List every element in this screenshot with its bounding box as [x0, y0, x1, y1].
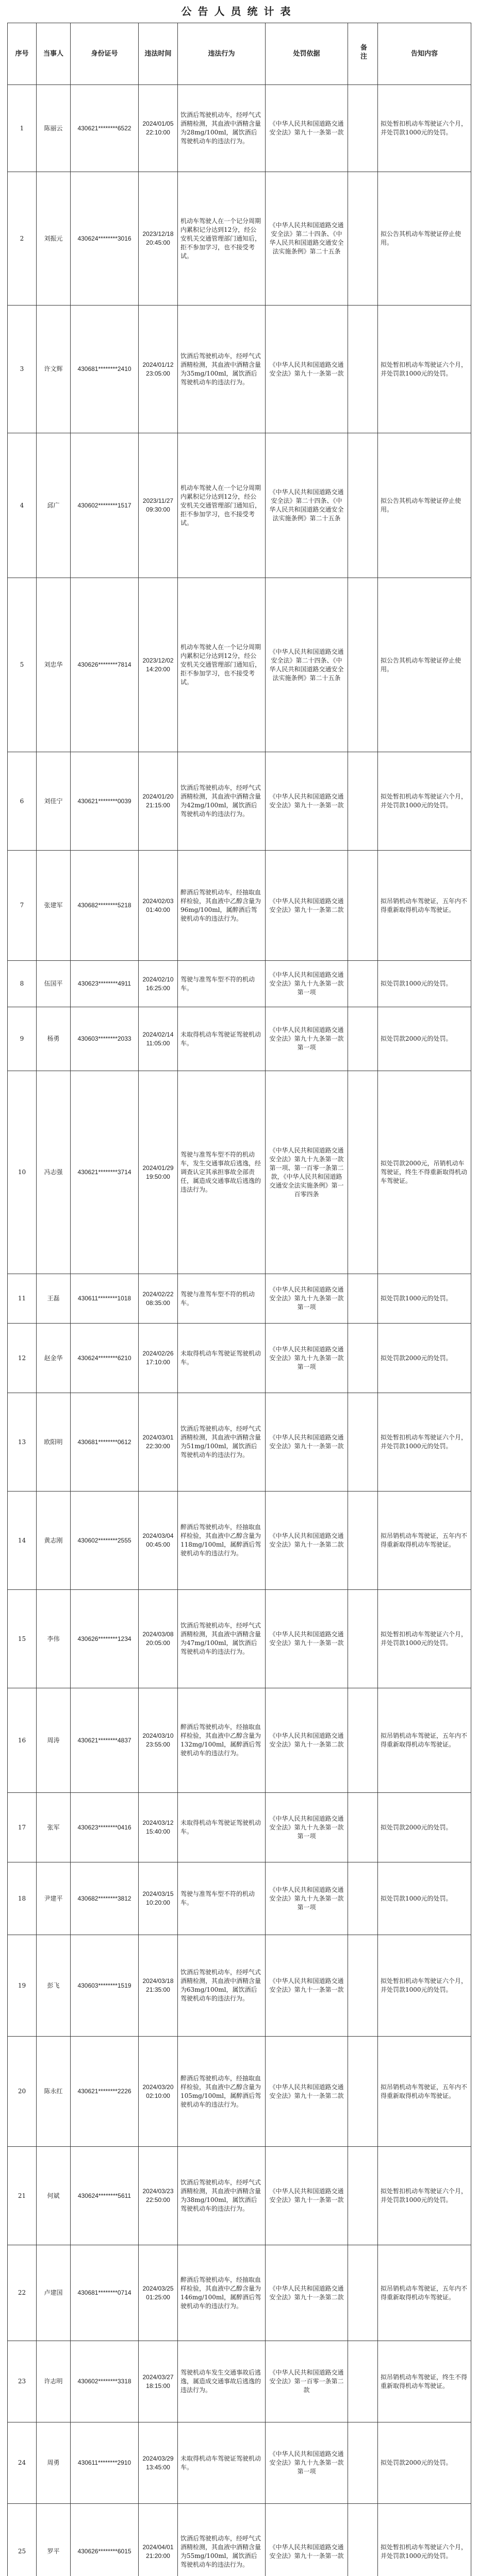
party-name: 罗平: [37, 2504, 71, 2576]
table-row: [8, 306, 471, 433]
notice-content: 拟处罚款1000元的处罚。: [378, 1862, 471, 1935]
party-name: 刘振元: [37, 172, 71, 306]
notice-content: 拟处罚款1000元的处罚。: [378, 961, 471, 1007]
notice-content: 拟处暂扣机动车驾驶证六个月，并处罚款1000元的处罚。: [378, 306, 471, 433]
party-name: 李伟: [37, 1590, 71, 1688]
violation-time: 2024/01/29 19:50:00: [139, 1071, 178, 1274]
table-row: [8, 2245, 471, 2341]
violation-time: 2024/03/23 22:50:00: [139, 2147, 178, 2245]
penalty-basis: 《中华人民共和国道路交通安全法》第九十一条第一款: [266, 2504, 348, 2576]
party-name: 许文辉: [37, 306, 71, 433]
id-number: 430682********5218: [71, 851, 139, 961]
violation-behavior: 饮酒后驾驶机动车，经呼气式酒精检测，其血液中酒精含量为51mg/100ml，属饮酒后驾驶机动车的违法行为。: [178, 1393, 266, 1492]
notice-content: 拟处罚款2000元的处罚。: [378, 2422, 471, 2504]
table-row: [8, 578, 471, 752]
notice-content: 拟处暂扣机动车驾驶证六个月，并处罚款1000元的处罚。: [378, 1935, 471, 2037]
remark-cell: [348, 1071, 378, 1274]
violation-time: 2024/03/15 10:20:00: [139, 1862, 178, 1935]
row-number: 9: [8, 1007, 37, 1071]
table-body: [8, 85, 471, 2576]
row-number: 13: [8, 1393, 37, 1492]
table-row: [8, 752, 471, 851]
id-number: 430623********4911: [71, 961, 139, 1007]
violation-behavior: 醉酒后驾驶机动车，经抽取血样检验，其血液中乙醇含量为146mg/100ml，属醉酒后驾驶机动车的违法行为。: [178, 2245, 266, 2341]
violation-time: 2024/03/01 22:30:00: [139, 1393, 178, 1492]
table-row: [8, 1688, 471, 1793]
remark-cell: [348, 2147, 378, 2245]
notice-content: 拟处罚款2000元，吊销机动车驾驶证，终生不得重新取得机动车驾驶证。: [378, 1071, 471, 1274]
penalty-basis: 《中华人民共和国道路交通安全法》第九十九条第一款第一项: [266, 961, 348, 1007]
penalty-basis: 《中华人民共和国道路交通安全法》第一百零一条第二款: [266, 2341, 348, 2422]
id-number: 430621********2226: [71, 2037, 139, 2147]
remark-cell: [348, 433, 378, 578]
violation-behavior: 饮酒后驾驶机动车，经呼气式酒精检测，其血液中酒精含量为38mg/100ml，属饮酒后驾驶机动车的违法行为。: [178, 2147, 266, 2245]
penalty-basis: 《中华人民共和国道路交通安全法》第九十一条第一款: [266, 1935, 348, 2037]
row-number: 24: [8, 2422, 37, 2504]
header-party-name: 当事人: [37, 23, 71, 85]
violation-time: 2024/03/12 15:40:00: [139, 1793, 178, 1862]
violation-behavior: 未取得机动车驾驶证驾驶机动车。: [178, 1793, 266, 1862]
remark-cell: [348, 1862, 378, 1935]
remark-cell: [348, 2422, 378, 2504]
violation-behavior: 未取得机动车驾驶证驾驶机动车。: [178, 1324, 266, 1393]
violation-behavior: 醉酒后驾驶机动车，经抽取血样检验，其血液中乙醇含量为96mg/100ml，属醉酒后驾驶机动车的违法行为。: [178, 851, 266, 961]
header-violation-behavior: 违法行为: [178, 23, 266, 85]
row-number: 1: [8, 85, 37, 172]
id-number: 430626********6015: [71, 2504, 139, 2576]
notice-content: 拟处罚款2000元的处罚。: [378, 1007, 471, 1071]
violation-behavior: 饮酒后驾驶机动车，经呼气式酒精检测，其血液中酒精含量为35mg/100ml，属饮酒后驾驶机动车的违法行为。: [178, 306, 266, 433]
penalty-basis: 《中华人民共和国道路交通安全法》第九十一条第二款: [266, 2037, 348, 2147]
row-number: 12: [8, 1324, 37, 1393]
penalty-basis: 《中华人民共和国道路交通安全法》第九十九条第一款第一项: [266, 2422, 348, 2504]
notice-content: 拟处暂扣机动车驾驶证六个月，并处罚款1000元的处罚。: [378, 2147, 471, 2245]
party-name: 尹建平: [37, 1862, 71, 1935]
row-number: 17: [8, 1793, 37, 1862]
violation-time: 2024/03/08 20:05:00: [139, 1590, 178, 1688]
violation-time: 2024/03/27 18:15:00: [139, 2341, 178, 2422]
row-number: 4: [8, 433, 37, 578]
penalty-basis: 《中华人民共和国道路交通安全法》第九十一条第二款: [266, 2245, 348, 2341]
notice-content: 拟公告其机动车驾驶证停止使用。: [378, 578, 471, 752]
violation-behavior: 醉酒后驾驶机动车，经抽取血样检验，其血液中乙醇含量为118mg/100ml，属醉酒后驾驶机动车的违法行为。: [178, 1492, 266, 1590]
violation-time: 2024/02/22 08:35:00: [139, 1274, 178, 1324]
table-row: [8, 1793, 471, 1862]
row-number: 7: [8, 851, 37, 961]
remark-cell: [348, 1793, 378, 1862]
row-number: 25: [8, 2504, 37, 2576]
party-name: 陈丽云: [37, 85, 71, 172]
party-name: 冯志强: [37, 1071, 71, 1274]
party-name: 黄志刚: [37, 1492, 71, 1590]
table-row: [8, 851, 471, 961]
id-number: 430603********1519: [71, 1935, 139, 2037]
penalty-basis: 《中华人民共和国道路交通安全法》第九十一条第一款: [266, 2147, 348, 2245]
violation-time: 2024/02/26 17:10:00: [139, 1324, 178, 1393]
violation-behavior: 醉酒后驾驶机动车，经抽取血样检验，其血液中乙醇含量为132mg/100ml，属醉酒后驾驶机动车的违法行为。: [178, 1688, 266, 1793]
party-name: 邱广: [37, 433, 71, 578]
header-penalty-basis: 处罚依据: [266, 23, 348, 85]
header-remark: [348, 23, 378, 85]
party-name: 陈永红: [37, 2037, 71, 2147]
remark-cell: [348, 306, 378, 433]
violation-time: 2023/12/02 14:20:00: [139, 578, 178, 752]
row-number: 16: [8, 1688, 37, 1793]
id-number: 430621********6522: [71, 85, 139, 172]
table-row: [8, 1071, 471, 1274]
violation-behavior: 未取得机动车驾驶证驾驶机动车。: [178, 1007, 266, 1071]
violation-time: 2023/11/27 09:30:00: [139, 433, 178, 578]
id-number: 430681********0714: [71, 2245, 139, 2341]
remark-cell: [348, 2341, 378, 2422]
notice-content: 拟处暂扣机动车驾驶证六个月，并处罚款1000元的处罚。: [378, 85, 471, 172]
violation-behavior: 饮酒后驾驶机动车，经呼气式酒精检测，其血液中酒精含量为55mg/100ml，属饮酒后驾驶机动车的违法行为。: [178, 2504, 266, 2576]
header-violation-time: 违法时间: [139, 23, 178, 85]
row-number: 18: [8, 1862, 37, 1935]
violation-time: 2024/03/18 21:35:00: [139, 1935, 178, 2037]
row-number: 5: [8, 578, 37, 752]
party-name: 许志明: [37, 2341, 71, 2422]
remark-cell: [348, 752, 378, 851]
notice-content: 拟处罚款2000元的处罚。: [378, 1324, 471, 1393]
row-number: 20: [8, 2037, 37, 2147]
remark-cell: [348, 1393, 378, 1492]
penalty-basis: 《中华人民共和国道路交通安全法》第九十一条第一款: [266, 1393, 348, 1492]
row-number: 22: [8, 2245, 37, 2341]
remark-cell: [348, 2504, 378, 2576]
violation-behavior: 未取得机动车驾驶证驾驶机动车。: [178, 2422, 266, 2504]
id-number: 430602********1517: [71, 433, 139, 578]
table-row: [8, 433, 471, 578]
violation-behavior: 饮酒后驾驶机动车，经呼气式酒精检测，其血液中酒精含量为63mg/100ml，属饮酒后驾驶机动车的违法行为。: [178, 1935, 266, 2037]
penalty-basis: 《中华人民共和国道路交通安全法》第九十九条第一款第一项、第一百零一条第二款，《中华人民共和国道路交通安全法实施条例》第一百零四条: [266, 1071, 348, 1274]
penalty-basis: 《中华人民共和国道路交通安全法》第九十九条第一款第一项: [266, 1324, 348, 1393]
remark-cell: [348, 1492, 378, 1590]
row-number: 8: [8, 961, 37, 1007]
remark-cell: [348, 1007, 378, 1071]
penalty-basis: 《中华人民共和国道路交通安全法》第九十九条第一款第一项: [266, 1862, 348, 1935]
violation-time: 2024/02/14 11:05:00: [139, 1007, 178, 1071]
penalty-basis: 《中华人民共和国道路交通安全法》第九十九条第一款第一项: [266, 1793, 348, 1862]
violation-time: 2024/01/05 22:10:00: [139, 85, 178, 172]
violation-behavior: 饮酒后驾驶机动车，经呼气式酒精检测，其血液中酒精含量为28mg/100ml，属饮酒后驾驶机动车的违法行为。: [178, 85, 266, 172]
id-number: 430602********2555: [71, 1492, 139, 1590]
id-number: 430611********1018: [71, 1274, 139, 1324]
notice-content: 拟吊销机动车驾驶证，五年内不得重新取得机动车驾驶证。: [378, 1492, 471, 1590]
id-number: 430624********5611: [71, 2147, 139, 2245]
violation-behavior: 醉酒后驾驶机动车，经抽取血样检验，其血液中乙醇含量为105mg/100ml，属醉酒后驾驶机动车的违法行为。: [178, 2037, 266, 2147]
violation-behavior: 机动车驾驶人在一个记分周期内累积记分达到12分，经公安机关交通管理部门通知后，拒不参加学习，也不接受考试。: [178, 433, 266, 578]
table-row: [8, 2341, 471, 2422]
remark-cell: [348, 961, 378, 1007]
penalty-basis: 《中华人民共和国道路交通安全法》第九十一条第二款: [266, 1688, 348, 1793]
notice-content: 拟公告其机动车驾驶证停止使用。: [378, 172, 471, 306]
violation-behavior: 机动车驾驶人在一个记分周期内累积记分达到12分，经公安机关交通管理部门通知后，拒不参加学习，也不接受考试。: [178, 172, 266, 306]
party-name: 何斌: [37, 2147, 71, 2245]
id-number: 430624********6210: [71, 1324, 139, 1393]
violation-time: 2024/02/03 01:40:00: [139, 851, 178, 961]
penalty-basis: 《中华人民共和国道路交通安全法》第九十一条第一款: [266, 752, 348, 851]
party-name: 王磊: [37, 1274, 71, 1324]
id-number: 430623********0416: [71, 1793, 139, 1862]
id-number: 430626********7814: [71, 578, 139, 752]
remark-cell: [348, 1935, 378, 2037]
penalty-basis: 《中华人民共和国道路交通安全法》第二十四条、《中华人民共和国道路交通安全法实施条例》第二十五条: [266, 433, 348, 578]
table-row: [8, 1274, 471, 1324]
party-name: 欧阳明: [37, 1393, 71, 1492]
header-id-number: 身份证号: [71, 23, 139, 85]
violation-behavior: 饮酒后驾驶机动车，经呼气式酒精检测，其血液中酒精含量为47mg/100ml，属饮酒后驾驶机动车的违法行为。: [178, 1590, 266, 1688]
violation-time: 2024/01/20 21:15:00: [139, 752, 178, 851]
notice-content: 拟处暂扣机动车驾驶证六个月，并处罚款1000元的处罚。: [378, 1393, 471, 1492]
page-title: 公告人员统计表: [181, 5, 297, 18]
party-name: 刘佳宁: [37, 752, 71, 851]
statistics-table: [7, 23, 471, 2576]
id-number: 430611********2910: [71, 2422, 139, 2504]
row-number: 11: [8, 1274, 37, 1324]
table-row: [8, 1590, 471, 1688]
id-number: 430626********1234: [71, 1590, 139, 1688]
notice-content: 拟处罚款2000元的处罚。: [378, 1793, 471, 1862]
notice-content: 拟处暂扣机动车驾驶证六个月，并处罚款1000元的处罚。: [378, 752, 471, 851]
remark-cell: [348, 1324, 378, 1393]
row-number: 15: [8, 1590, 37, 1688]
notice-content: 拟吊销机动车驾驶证，五年内不得重新取得机动车驾驶证。: [378, 2037, 471, 2147]
violation-time: 2024/03/25 01:25:00: [139, 2245, 178, 2341]
header-index: 序号: [8, 23, 37, 85]
notice-content: 拟处暂扣机动车驾驶证六个月，并处罚款1000元的处罚。: [378, 1590, 471, 1688]
violation-behavior: 机动车驾驶人在一个记分周期内累积记分达到12分，经公安机关交通管理部门通知后，拒不参加学习，也不接受考试。: [178, 578, 266, 752]
header-row: [8, 23, 471, 85]
violation-behavior: 驾驶与准驾车型不符的机动车。: [178, 961, 266, 1007]
remark-cell: [348, 1274, 378, 1324]
penalty-basis: 《中华人民共和国道路交通安全法》第九十一条第二款: [266, 1492, 348, 1590]
violation-time: 2024/03/04 00:45:00: [139, 1492, 178, 1590]
violation-time: 2024/01/12 23:05:00: [139, 306, 178, 433]
table-row: [8, 1393, 471, 1492]
table-row: [8, 1324, 471, 1393]
row-number: 6: [8, 752, 37, 851]
remark-cell: [348, 172, 378, 306]
remark-cell: [348, 578, 378, 752]
row-number: 3: [8, 306, 37, 433]
id-number: 430603********2033: [71, 1007, 139, 1071]
table-row: [8, 1007, 471, 1071]
notice-content: 拟公告其机动车驾驶证停止使用。: [378, 433, 471, 578]
table-row: [8, 2422, 471, 2504]
violation-behavior: 驾驶机动车发生交通事故后逃逸，属造成交通事故后逃逸的违法行为。: [178, 2341, 266, 2422]
party-name: 杨勇: [37, 1007, 71, 1071]
penalty-basis: 《中华人民共和国道路交通安全法》第九十一条第一款: [266, 306, 348, 433]
party-name: 伍国平: [37, 961, 71, 1007]
violation-time: 2024/03/29 13:45:00: [139, 2422, 178, 2504]
violation-time: 2024/03/20 02:10:00: [139, 2037, 178, 2147]
penalty-basis: 《中华人民共和国道路交通安全法》第九十九条第一款第一项: [266, 1274, 348, 1324]
table-row: [8, 172, 471, 306]
table-row: [8, 961, 471, 1007]
id-number: 430682********3812: [71, 1862, 139, 1935]
party-name: 赵金华: [37, 1324, 71, 1393]
violation-time: 2024/04/01 21:20:00: [139, 2504, 178, 2576]
table-row: [8, 2147, 471, 2245]
violation-behavior: 驾驶与准驾车型不符的机动车。: [178, 1862, 266, 1935]
remark-cell: [348, 851, 378, 961]
row-number: 14: [8, 1492, 37, 1590]
header-remark-label: 备注: [359, 44, 367, 61]
header-notice-content: 告知内容: [378, 23, 471, 85]
row-number: 21: [8, 2147, 37, 2245]
notice-content: 拟吊销机动车驾驶证，五年内不得重新取得机动车驾驶证。: [378, 2245, 471, 2341]
row-number: 23: [8, 2341, 37, 2422]
party-name: 卢建国: [37, 2245, 71, 2341]
notice-content: 拟吊销机动车驾驶证，五年内不得重新取得机动车驾驶证。: [378, 1688, 471, 1793]
party-name: 张建军: [37, 851, 71, 961]
table-row: [8, 2504, 471, 2576]
notice-content: 拟处暂扣机动车驾驶证六个月，并处罚款1000元的处罚。: [378, 2504, 471, 2576]
violation-behavior: 饮酒后驾驶机动车，经呼气式酒精检测，其血液中酒精含量为42mg/100ml，属饮酒后驾驶机动车的违法行为。: [178, 752, 266, 851]
id-number: 430681********0612: [71, 1393, 139, 1492]
table-row: [8, 1935, 471, 2037]
table-header: [8, 23, 471, 85]
table-row: [8, 2037, 471, 2147]
penalty-basis: 《中华人民共和国道路交通安全法》第九十九条第一款第一项: [266, 1007, 348, 1071]
notice-content: 拟吊销机动车驾驶证，五年内不得重新取得机动车驾驶证。: [378, 851, 471, 961]
id-number: 430621********3714: [71, 1071, 139, 1274]
penalty-basis: 《中华人民共和国道路交通安全法》第九十一条第一款: [266, 85, 348, 172]
notice-content: 拟处罚款1000元的处罚。: [378, 1274, 471, 1324]
penalty-basis: 《中华人民共和国道路交通安全法》第二十四条、《中华人民共和国道路交通安全法实施条例》第二十五条: [266, 172, 348, 306]
id-number: 430681********2410: [71, 306, 139, 433]
remark-cell: [348, 85, 378, 172]
party-name: 张军: [37, 1793, 71, 1862]
table-row: [8, 1862, 471, 1935]
row-number: 2: [8, 172, 37, 306]
table-row: [8, 85, 471, 172]
remark-cell: [348, 2245, 378, 2341]
party-name: 周勇: [37, 2422, 71, 2504]
party-name: 彭飞: [37, 1935, 71, 2037]
penalty-basis: 《中华人民共和国道路交通安全法》第二十四条、《中华人民共和国道路交通安全法实施条例》第二十五条: [266, 578, 348, 752]
violation-time: 2023/12/18 20:45:00: [139, 172, 178, 306]
id-number: 430602********3318: [71, 2341, 139, 2422]
id-number: 430624********3016: [71, 172, 139, 306]
violation-time: 2024/02/10 16:25:00: [139, 961, 178, 1007]
id-number: 430621********0039: [71, 752, 139, 851]
row-number: 10: [8, 1071, 37, 1274]
table-row: [8, 1492, 471, 1590]
remark-cell: [348, 1590, 378, 1688]
penalty-basis: 《中华人民共和国道路交通安全法》第九十一条第一款: [266, 1590, 348, 1688]
party-name: 周涛: [37, 1688, 71, 1793]
violation-time: 2024/03/10 23:55:00: [139, 1688, 178, 1793]
remark-cell: [348, 1688, 378, 1793]
remark-cell: [348, 2037, 378, 2147]
id-number: 430621********4837: [71, 1688, 139, 1793]
notice-content: 拟吊销机动车驾驶证，终生不得重新取得机动车驾驶证。: [378, 2341, 471, 2422]
row-number: 19: [8, 1935, 37, 2037]
violation-behavior: 驾驶与准驾车型不符的机动车，发生交通事故后逃逸，经调查认定其承担事故全部责任，属造成交通事故后逃逸的违法行为。: [178, 1071, 266, 1274]
party-name: 刘忠华: [37, 578, 71, 752]
penalty-basis: 《中华人民共和国道路交通安全法》第九十一条第二款: [266, 851, 348, 961]
violation-behavior: 驾驶与准驾车型不符的机动车。: [178, 1274, 266, 1324]
